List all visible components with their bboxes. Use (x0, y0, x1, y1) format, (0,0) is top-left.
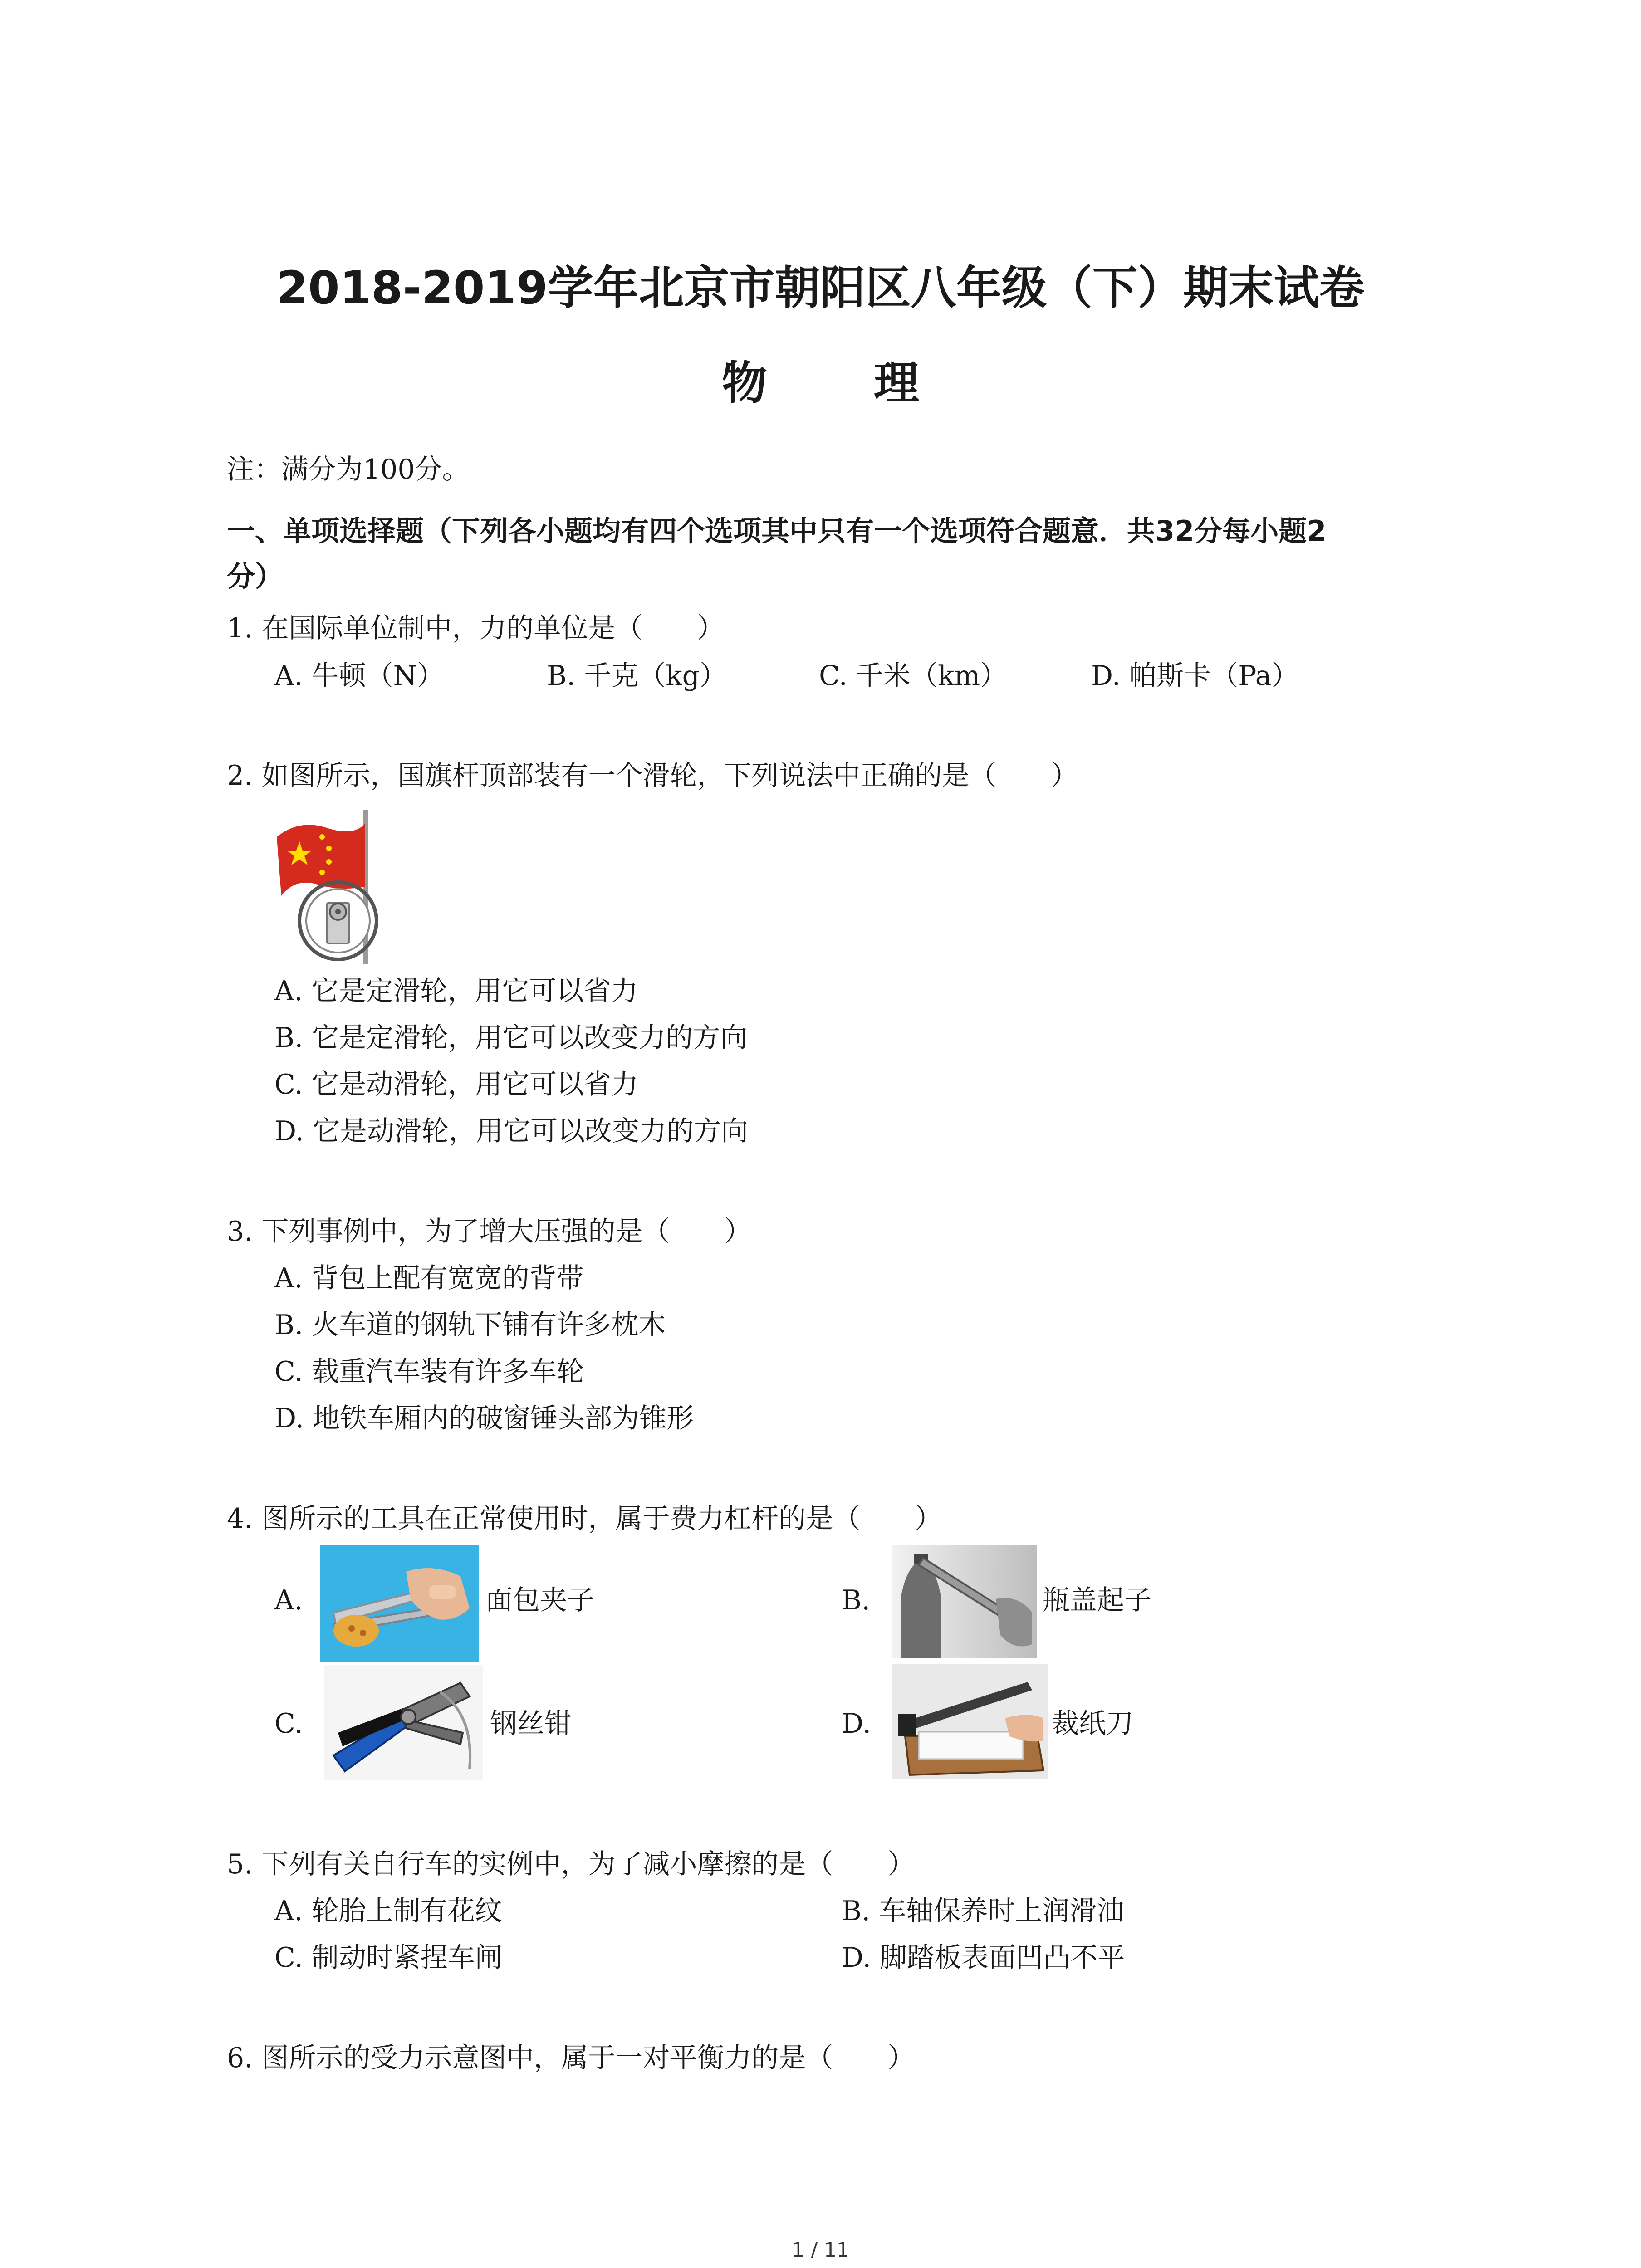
paper-cutter-image (892, 1664, 1048, 1779)
q4-option-c-label: 钢丝钳 (490, 1708, 572, 1740)
q4-option-a-label: 面包夹子 (485, 1584, 594, 1616)
q3-stem: 3. 下列事例中，为了增大压强的是（ ） (227, 1216, 752, 1247)
q4-option-d-label: 裁纸刀 (1052, 1708, 1133, 1740)
q2-option-b: B. 它是定滑轮，用它可以改变力的方向 (274, 1022, 748, 1054)
q5-option-a: A. 轮胎上制有花纹 (274, 1895, 502, 1927)
q5-option-d: D. 脚踏板表面凹凸不平 (842, 1942, 1125, 1974)
q1-option-b: B. 千克（kg） (547, 660, 727, 692)
section-heading-line2: 分） (227, 560, 284, 593)
bottle-opener-image (892, 1545, 1037, 1658)
q2-option-c: C. 它是动滑轮，用它可以省力 (274, 1069, 638, 1100)
q4-option-b-label: 瓶盖起子 (1043, 1584, 1151, 1616)
q2-option-a: A. 它是定滑轮，用它可以省力 (274, 975, 638, 1007)
q5-stem: 5. 下列有关自行车的实例中，为了减小摩擦的是（ ） (227, 1848, 915, 1880)
q2-option-d: D. 它是动滑轮，用它可以改变力的方向 (274, 1115, 749, 1147)
q3-option-d: D. 地铁车厢内的破窗锤头部为锥形 (274, 1403, 694, 1434)
subject-title: 物 理 (722, 357, 965, 410)
q1-option-d: D. 帕斯卡（Pa） (1091, 660, 1299, 692)
score-note: 注：满分为100分。 (227, 454, 470, 485)
q1-stem: 1. 在国际单位制中，力的单位是（ ） (227, 612, 725, 644)
page-number: 1 / 11 (792, 2239, 849, 2262)
q1-option-c: C. 千米（km） (819, 660, 1008, 692)
q5-option-b: B. 车轴保养时上润滑油 (842, 1895, 1124, 1927)
q4-option-b-letter: B. (842, 1584, 871, 1616)
flagpole-pulley-image (272, 810, 390, 964)
bread-tongs-image (320, 1545, 479, 1662)
exam-title: 2018-2019学年北京市朝阳区八年级（下）期末试卷 (276, 261, 1365, 314)
q3-option-b: B. 火车道的钢轨下铺有许多枕木 (274, 1309, 666, 1341)
q3-option-c: C. 载重汽车装有许多车轮 (274, 1356, 584, 1388)
section-heading-line1: 一、单项选择题（下列各小题均有四个选项其中只有一个选项符合题意．共32分每小题2 (227, 514, 1327, 547)
q4-option-a-letter: A. (274, 1584, 303, 1616)
q2-stem: 2. 如图所示，国旗杆顶部装有一个滑轮，下列说法中正确的是（ ） (227, 760, 1078, 792)
q4-option-c-letter: C. (274, 1708, 303, 1740)
q6-stem: 6. 图所示的受力示意图中，属于一对平衡力的是（ ） (227, 2042, 915, 2074)
q4-stem: 4. 图所示的工具在正常使用时，属于费力杠杆的是（ ） (227, 1503, 942, 1535)
q1-option-a: A. 牛顿（N） (274, 660, 444, 692)
pliers-image (324, 1665, 483, 1780)
q5-option-c: C. 制动时紧捏车闸 (274, 1942, 502, 1974)
q3-option-a: A. 背包上配有宽宽的背带 (274, 1262, 584, 1294)
q4-option-d-letter: D. (842, 1708, 872, 1740)
